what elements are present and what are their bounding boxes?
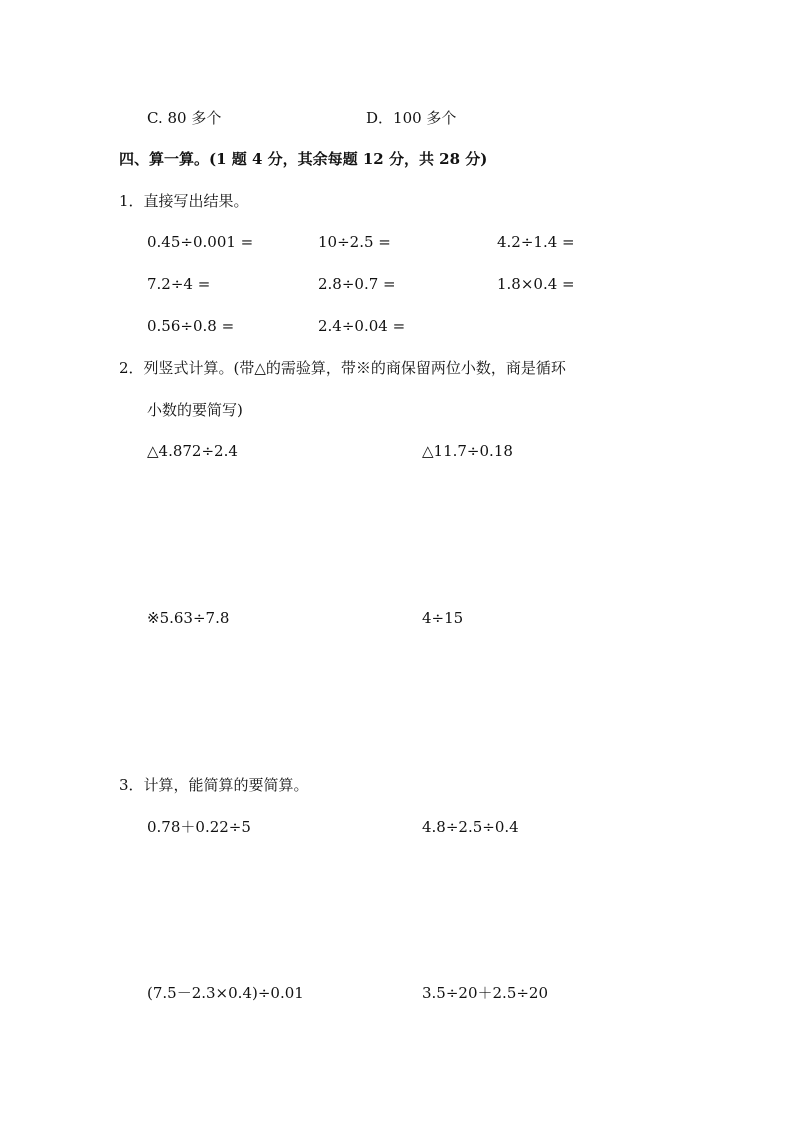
question-1-title: 1．直接写出结果。 bbox=[119, 192, 249, 210]
option-d: D．100 多个 bbox=[366, 109, 457, 127]
question-3-title: 3．计算，能简算的要简算。 bbox=[119, 776, 309, 794]
section-heading: 四、算一算。(1 题 4 分，其余每题 12 分，共 28 分) bbox=[119, 150, 488, 168]
question-2-title: 2．列竖式计算。(带△的需验算，带※的商保留两位小数，商是循环 bbox=[119, 359, 566, 377]
expression: 0.56÷0.8 = bbox=[147, 317, 235, 335]
expression: △11.7÷0.18 bbox=[422, 442, 513, 460]
expression: ※5.63÷7.8 bbox=[147, 609, 230, 627]
expression: 0.45÷0.001 = bbox=[147, 233, 254, 251]
question-2-title-continued: 小数的要简写) bbox=[147, 401, 243, 419]
option-c: C. 80 多个 bbox=[147, 109, 222, 127]
expression: 10÷2.5 = bbox=[318, 233, 391, 251]
expression: 1.8×0.4 = bbox=[497, 275, 575, 293]
expression: 4÷15 bbox=[422, 609, 464, 627]
expression: 7.2÷4 = bbox=[147, 275, 211, 293]
expression: △4.872÷2.4 bbox=[147, 442, 238, 460]
expression: 2.4÷0.04 = bbox=[318, 317, 406, 335]
expression: 4.8÷2.5÷0.4 bbox=[422, 818, 519, 836]
expression: 3.5÷20＋2.5÷20 bbox=[422, 984, 549, 1002]
expression: 4.2÷1.4 = bbox=[497, 233, 575, 251]
expression: (7.5－2.3×0.4)÷0.01 bbox=[147, 984, 304, 1002]
expression: 0.78＋0.22÷5 bbox=[147, 818, 251, 836]
expression: 2.8÷0.7 = bbox=[318, 275, 396, 293]
